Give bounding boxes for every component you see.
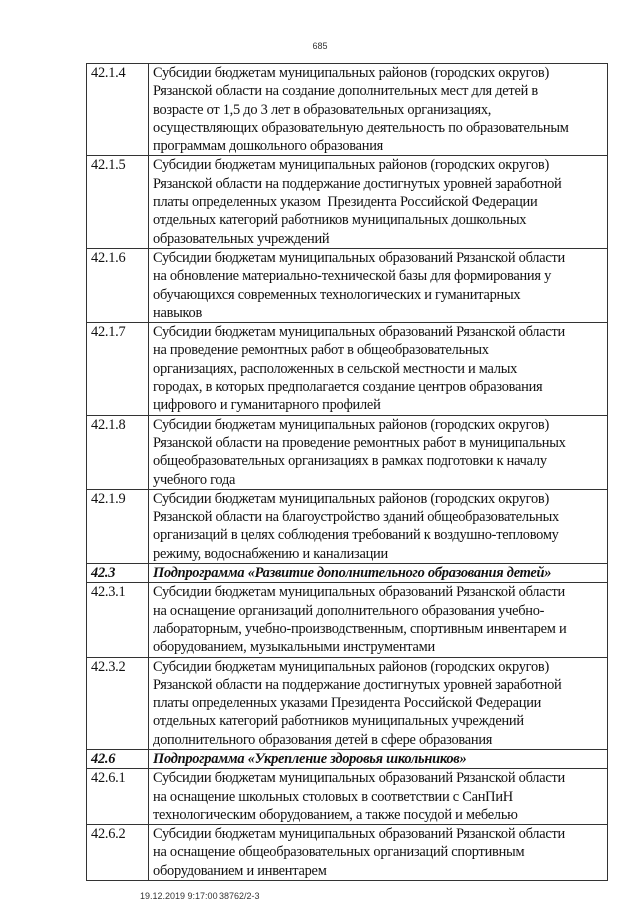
page-number: 685 xyxy=(312,41,328,51)
table-row xyxy=(87,323,608,415)
table-row xyxy=(87,825,608,881)
row-description: Подпрограмма «Укрепление здоровья школьников» xyxy=(149,749,608,768)
row-number: 42.3.1 xyxy=(87,583,149,657)
table-row xyxy=(87,583,608,657)
row-number: 42.1.6 xyxy=(87,248,149,322)
subsidies-table xyxy=(86,63,608,881)
row-description: Субсидии бюджетам муниципальных районов (городских округов) Рязанской области на поддержание достигнутых уровней заработной платы определенных указами Президента Российской Федерации отдельных категорий работников муниципальных учреждений дополнительного образования детей в сфере образования xyxy=(149,657,608,749)
table-row xyxy=(87,769,608,825)
row-description: Субсидии бюджетам муниципальных образований Рязанской области на оснащение школьных столовых в соответствии с СанПиН технологическим оборудованием, а также посудой и мебелью xyxy=(149,769,608,825)
row-number: 42.1.7 xyxy=(87,323,149,415)
table-row xyxy=(87,415,608,489)
table-section-row xyxy=(87,749,608,768)
table-section-row xyxy=(87,564,608,583)
row-number: 42.3 xyxy=(87,564,149,583)
table-row xyxy=(87,156,608,248)
row-description: Подпрограмма «Развитие дополнительного образования детей» xyxy=(149,564,608,583)
footer-doc-code: 38762/2-3 xyxy=(219,891,260,901)
row-number: 42.6.1 xyxy=(87,769,149,825)
row-number: 42.3.2 xyxy=(87,657,149,749)
row-description: Субсидии бюджетам муниципальных районов (городских округов) Рязанской области на создание дополнительных мест для детей в возрасте от 1,5 до 3 лет в образовательных организациях, осуществляющих образовательную деятельность по образовательным программам дошкольного образования xyxy=(149,64,608,156)
row-number: 42.1.8 xyxy=(87,415,149,489)
table-row xyxy=(87,489,608,563)
row-description: Субсидии бюджетам муниципальных районов (городских округов) Рязанской области на проведение ремонтных работ в муниципальных общеобразовательных организациях в рамках подготовки к началу учебного года xyxy=(149,415,608,489)
table-row xyxy=(87,248,608,322)
row-description: Субсидии бюджетам муниципальных образований Рязанской области на оснащение организаций дополнительного образования учебно- лабораторным, учебно-производственным, спортивным инвентарем и оборудованием, музыкальными инструментами xyxy=(149,583,608,657)
table-row xyxy=(87,657,608,749)
row-description: Субсидии бюджетам муниципальных районов (городских округов) Рязанской области на поддержание достигнутых уровней заработной платы определенных указом Президента Российской Федерации отдельных категорий работников муниципальных дошкольных образовательных учреждений xyxy=(149,156,608,248)
row-number: 42.1.9 xyxy=(87,489,149,563)
row-number: 42.6.2 xyxy=(87,825,149,881)
row-number: 42.1.5 xyxy=(87,156,149,248)
row-description: Субсидии бюджетам муниципальных образований Рязанской области на оснащение общеобразовательных организаций спортивным оборудованием и инвентарем xyxy=(149,825,608,881)
row-number: 42.6 xyxy=(87,749,149,768)
table-row xyxy=(87,64,608,156)
row-description: Субсидии бюджетам муниципальных районов (городских округов) Рязанской области на благоустройство зданий общеобразовательных организаций в целях соблюдения требований к воздушно-тепловому режиму, водоснабжению и канализации xyxy=(149,489,608,563)
row-description: Субсидии бюджетам муниципальных образований Рязанской области на проведение ремонтных работ в общеобразовательных организациях, расположенных в сельской местности и малых городах, в которых предполагается создание центров образования цифрового и гуманитарного профилей xyxy=(149,323,608,415)
footer-datetime: 19.12.2019 9:17:00 xyxy=(140,891,218,901)
row-description: Субсидии бюджетам муниципальных образований Рязанской области на обновление материально-технической базы для формирования у обучающихся современных технологических и гуманитарных навыков xyxy=(149,248,608,322)
row-number: 42.1.4 xyxy=(87,64,149,156)
